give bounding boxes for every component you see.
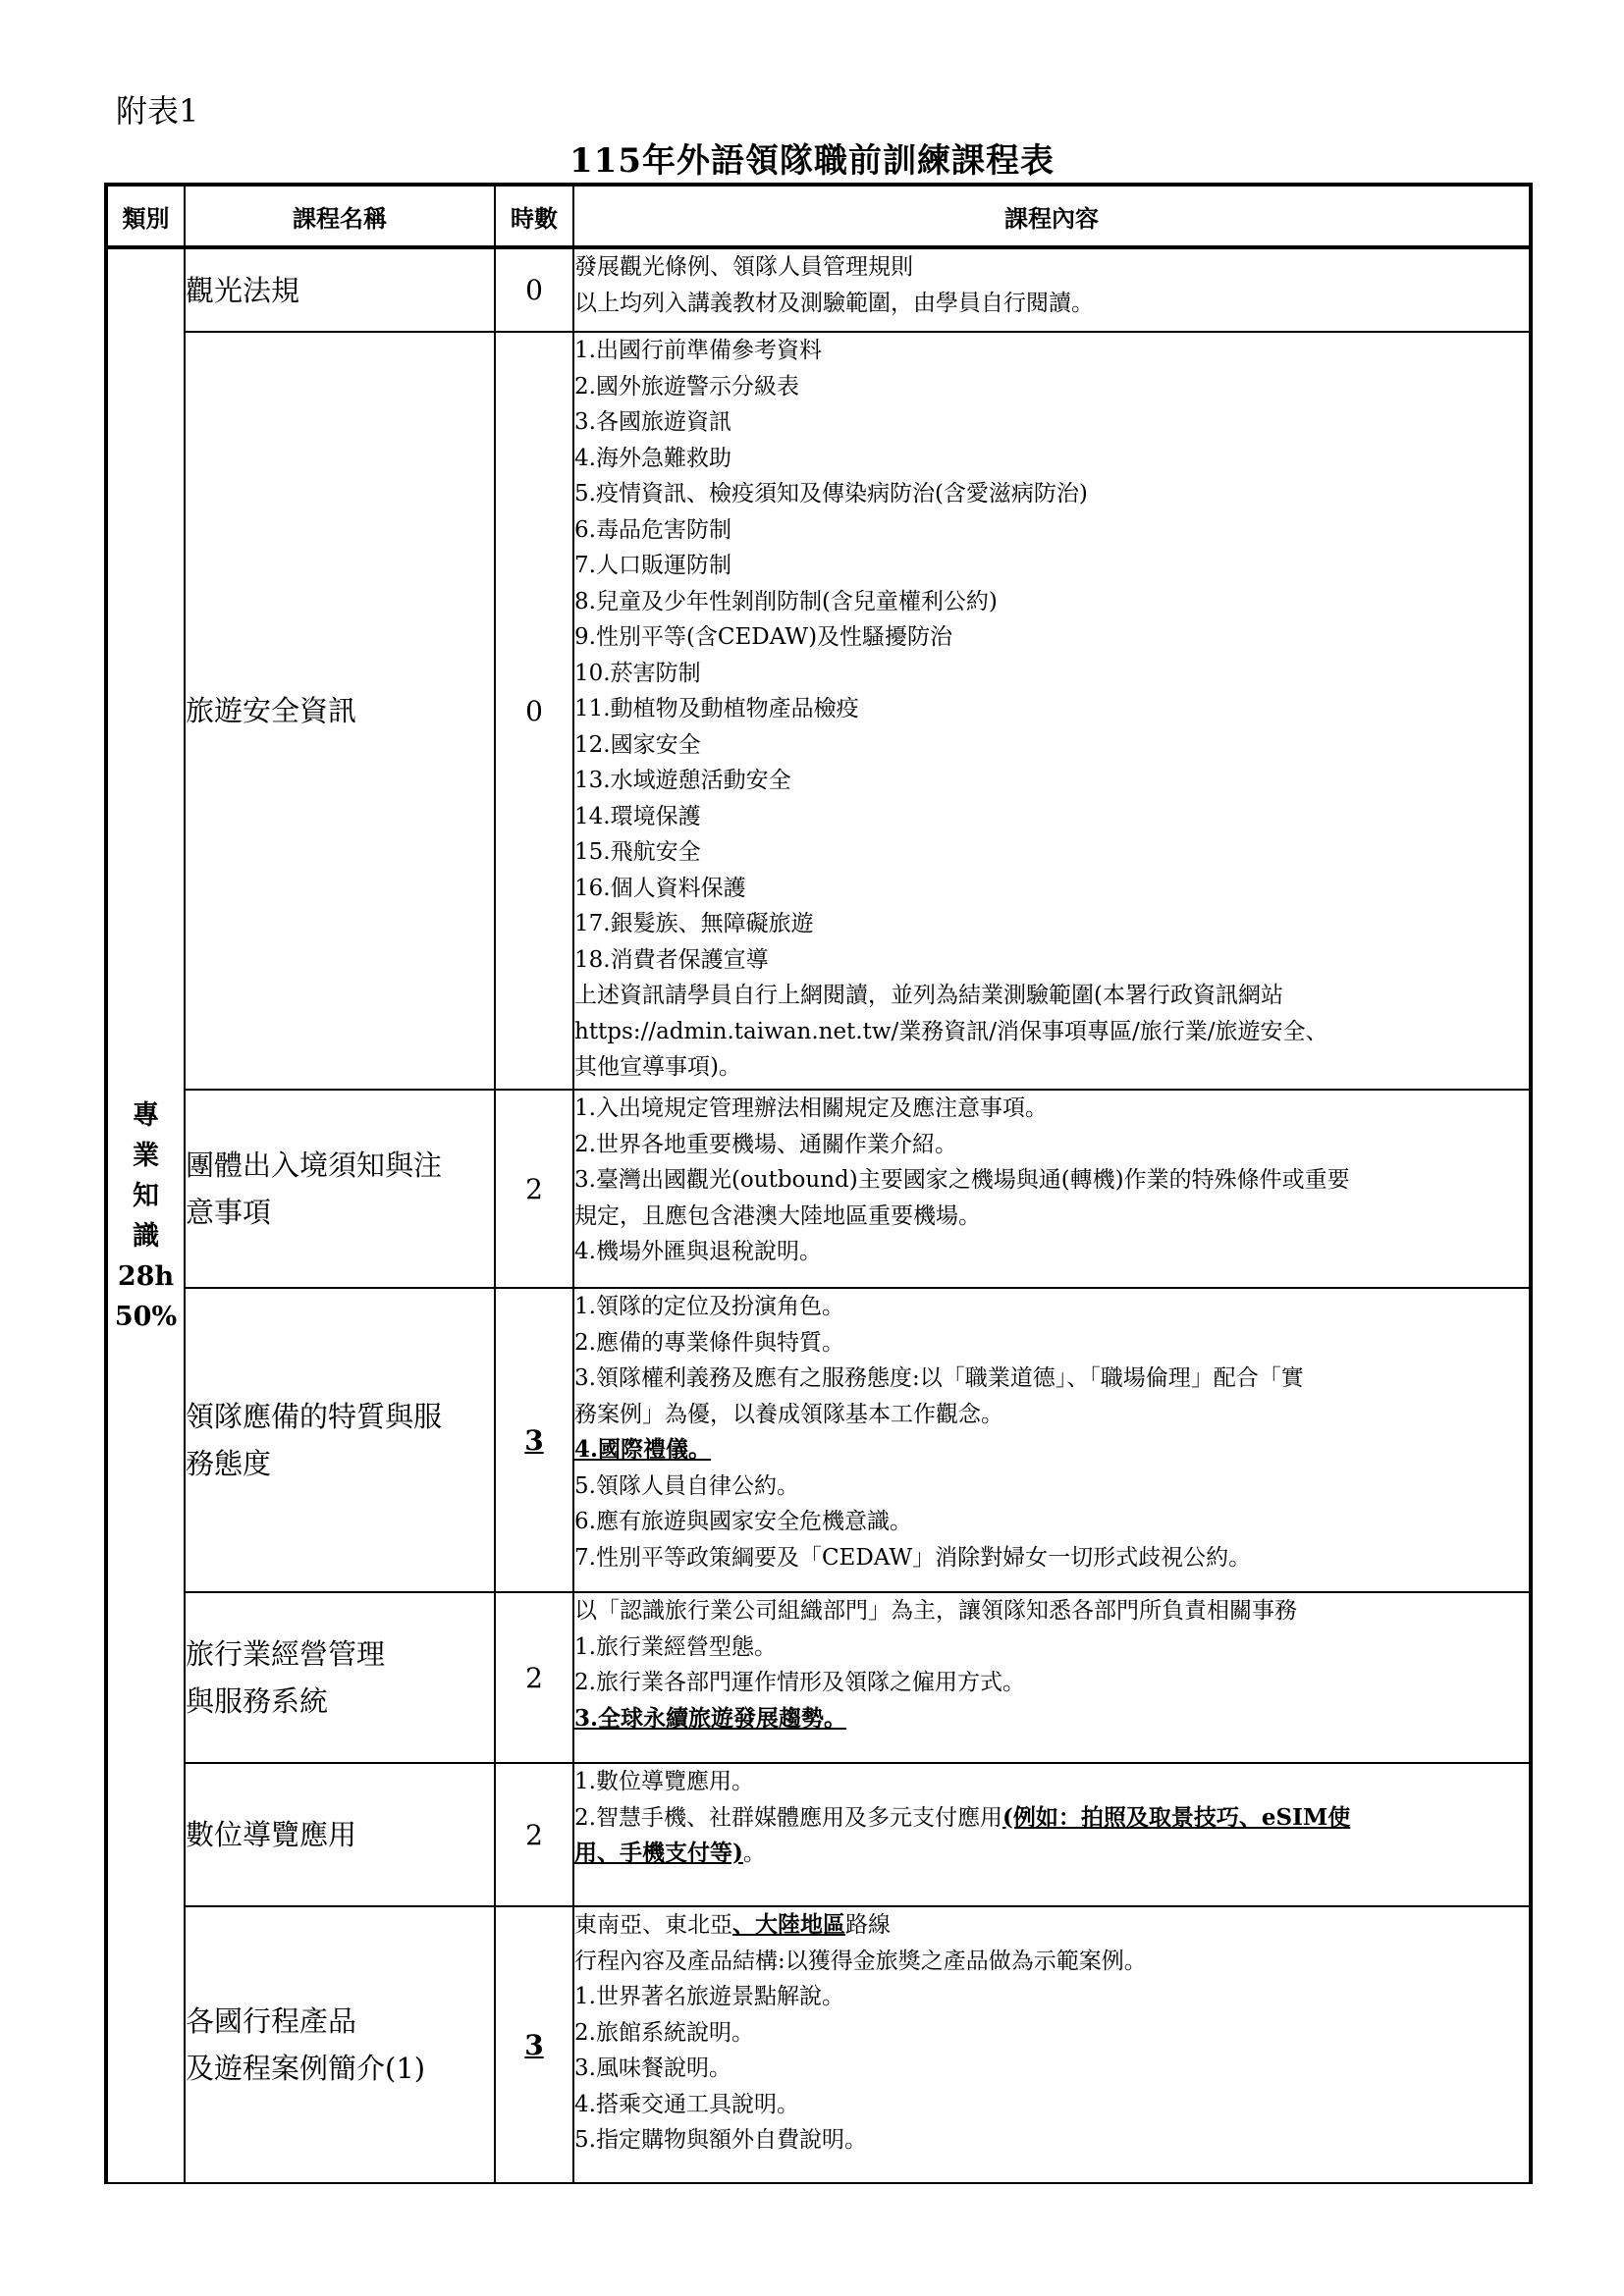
- header-course-name: 課程名稱: [185, 185, 495, 247]
- table-row: [106, 1288, 1531, 1592]
- category-char: 識: [133, 1220, 159, 1252]
- course-name: 各國行程產品 及遊程案例簡介(1): [185, 1906, 495, 2183]
- table-row: [106, 247, 1531, 332]
- course-name: 觀光法規: [185, 247, 495, 332]
- course-hours: 0: [495, 332, 573, 1090]
- header-hours: 時數: [495, 185, 573, 247]
- course-table: [104, 183, 1533, 2184]
- category-cell: [106, 247, 185, 2183]
- course-hours: 2: [495, 1592, 573, 1763]
- course-name: 旅遊安全資訊: [185, 332, 495, 1090]
- course-name: 團體出入境須知與注 意事項: [185, 1090, 495, 1288]
- course-hours: 2: [495, 1763, 573, 1906]
- category-char: 專: [133, 1099, 159, 1131]
- header-category: 類別: [106, 185, 185, 247]
- table-row: [106, 1090, 1531, 1288]
- course-name: 領隊應備的特質與服 務態度: [185, 1288, 495, 1592]
- course-content: 1.領隊的定位及扮演角色。 2.應備的專業條件與特質。 3.領隊權利義務及應有之服務態度:以「職業道德」、「職場倫理」配合「實 務案例」為優，以養成領隊基本工作觀念。 4.國際禮儀。 5.領隊人員自律公約。 6.應有旅遊與國家安全危機意識。 7.性別平等政策綱要及「CEDAW」消除對婦女一切形式歧視公約。: [573, 1288, 1531, 1592]
- header-content: 課程內容: [573, 185, 1531, 247]
- table-row: [106, 1906, 1531, 2183]
- table-row: [106, 1592, 1531, 1763]
- category-char: 知: [133, 1180, 159, 1211]
- appendix-label: 附表1: [116, 92, 199, 130]
- course-content: 1.出國行前準備參考資料 2.國外旅遊警示分級表 3.各國旅遊資訊 4.海外急難救助 5.疫情資訊、檢疫須知及傳染病防治(含愛滋病防治) 6.毒品危害防制 7.人口販運防制 8.兒童及少年性剝削防制(含兒童權利公約) 9.性別平等(含CEDAW)及性騷擾防治 10.菸害防制 11.動植物及動植物產品檢疫 12.國家安全 13.水域遊憩活動安全 14.環境保護 15.飛航安全 16.個人資料保護 17.銀髮族、無障礙旅遊 18.消費者保護宣導 上述資訊請學員自行上網閱讀，並列為結業測驗範圍(本署行政資訊網站 https://admin.taiwan.net.tw/業務資訊/消保事項專區/旅行業/旅遊安全、 其他宣導事項)。: [573, 332, 1531, 1090]
- category-char: 業: [133, 1140, 159, 1171]
- table-row: [106, 1763, 1531, 1906]
- course-hours: 0: [495, 247, 573, 332]
- header-row: [106, 185, 1531, 247]
- category-hours: 28h: [117, 1260, 175, 1292]
- course-hours: 3: [495, 1906, 573, 2183]
- course-content: 以「認識旅行業公司組織部門」為主，讓領隊知悉各部門所負責相關事務 1.旅行業經營型態。 2.旅行業各部門運作情形及領隊之僱用方式。 3.全球永續旅遊發展趨勢。: [573, 1592, 1531, 1763]
- course-content: 發展觀光條例、領隊人員管理規則 以上均列入講義教材及測驗範圍，由學員自行閱讀。: [573, 247, 1531, 332]
- category-percent: 50%: [114, 1301, 178, 1332]
- course-content: 1.入出境規定管理辦法相關規定及應注意事項。 2.世界各地重要機場、通關作業介紹。 3.臺灣出國觀光(outbound)主要國家之機場與通(轉機)作業的特殊條件或重要 規定，且應包含港澳大陸地區重要機場。 4.機場外匯與退稅說明。: [573, 1090, 1531, 1288]
- table-row: [106, 332, 1531, 1090]
- course-content: 1.數位導覽應用。 2.智慧手機、社群媒體應用及多元支付應用(例如：拍照及取景技巧、eSIM使 用、手機支付等)。: [573, 1763, 1531, 1906]
- course-content: 東南亞、東北亞、大陸地區路線 行程內容及產品結構:以獲得金旅獎之產品做為示範案例。 1.世界著名旅遊景點解說。 2.旅館系統說明。 3.風味餐說明。 4.搭乘交通工具說明。 5.指定購物與額外自費說明。: [573, 1906, 1531, 2183]
- course-name: 數位導覽應用: [185, 1763, 495, 1906]
- course-hours: 3: [495, 1288, 573, 1592]
- course-hours: 2: [495, 1090, 573, 1288]
- course-name: 旅行業經營管理 與服務系統: [185, 1592, 495, 1763]
- page-title: 115年外語領隊職前訓練課程表: [569, 141, 1055, 181]
